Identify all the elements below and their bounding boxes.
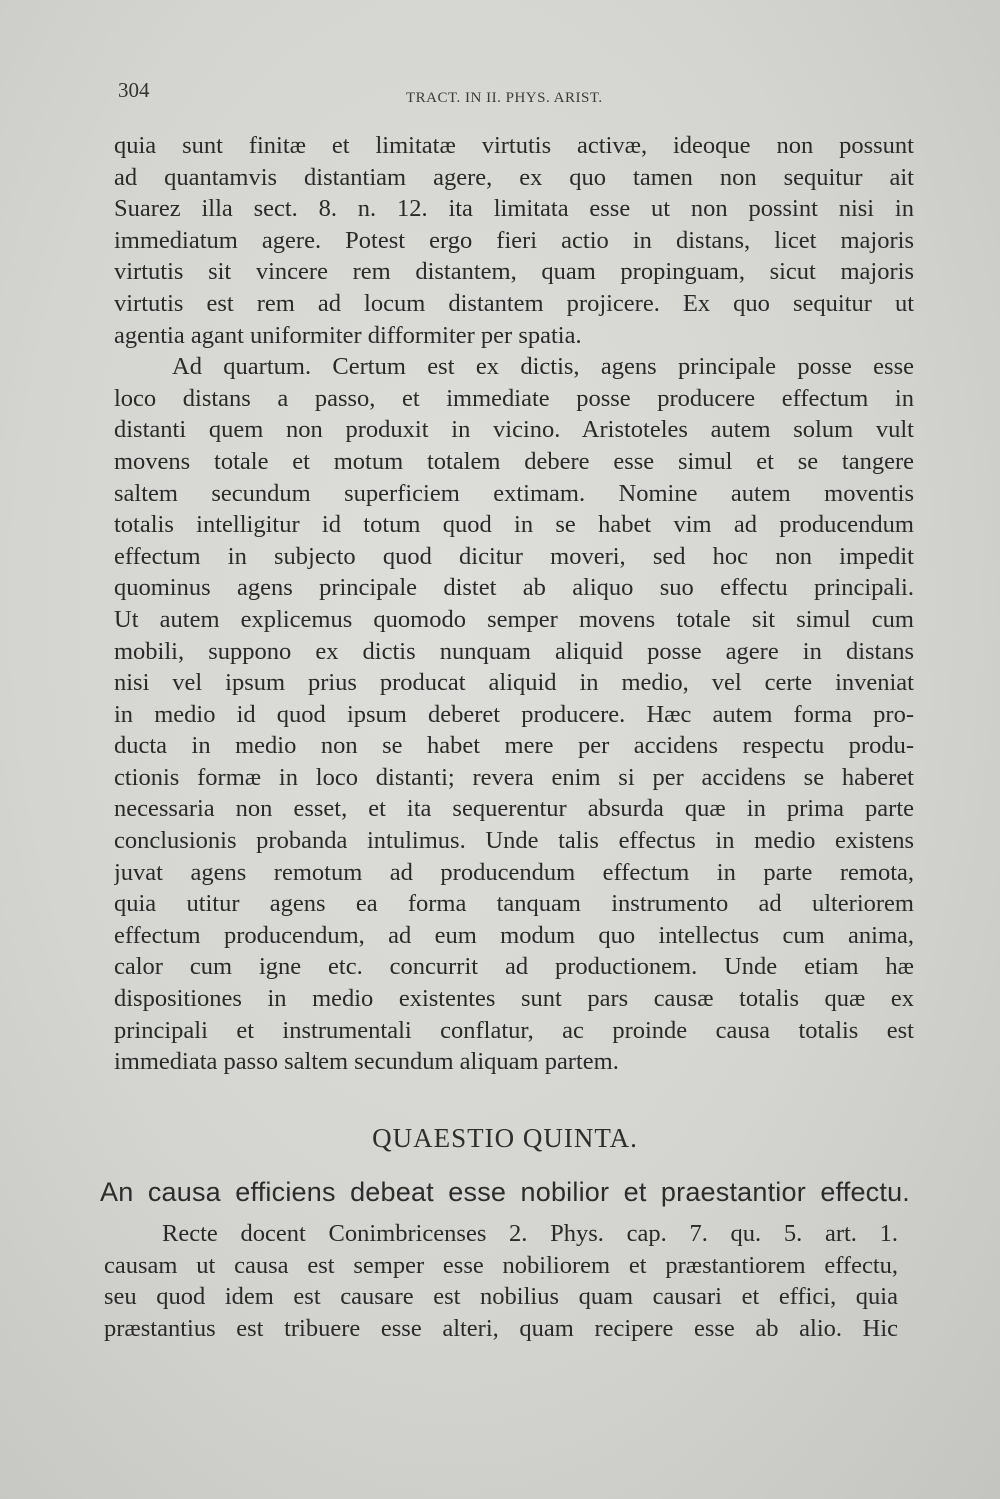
text-line: distanti quem non produxit in vicino. Aristoteles autem solum vult xyxy=(114,416,914,444)
text-line: necessaria non esset, et ita sequerentur absurda quæ in prima parte xyxy=(114,795,914,823)
text-line: ctionis formæ in loco distanti; revera enim si per accidens se haberet xyxy=(114,763,914,791)
text-line: movens totale et motum totalem debere esse simul et se tangere xyxy=(114,447,914,475)
text-line: Ut autem explicemus quomodo semper movens totale sit simul cum xyxy=(114,605,914,633)
question-title: QUAESTIO QUINTA. xyxy=(372,1123,638,1153)
text-line: loco distans a passo, et immediate posse producere effectum in xyxy=(114,384,914,412)
paragraph-ad-quartum xyxy=(114,351,914,1078)
text-line: totalis intelligitur id totum quod in se habet vim ad producendum xyxy=(114,511,914,539)
text-line: ducta in medio non se habet mere per accidens respectu produ- xyxy=(114,732,914,760)
text-line: juvat agens remotum ad producendum effectum in parte remota, xyxy=(114,858,914,886)
text-line: quia sunt finitæ et limitatæ virtutis activæ, ideoque non possunt xyxy=(114,132,914,159)
paragraph-recte-docent xyxy=(104,1218,898,1344)
section-heading xyxy=(100,1118,910,1212)
text-line: virtutis sit vincere rem distantem, quam propinguam, sicut majoris xyxy=(114,258,914,286)
text-line: immediatum agere. Potest ergo fieri actio in distans, licet majoris xyxy=(114,226,914,254)
text-line: Suarez illa sect. 8. n. 12. ita limitata esse ut non possint nisi in xyxy=(114,195,914,223)
text-line: immediata passo saltem secundum aliquam partem. xyxy=(114,1048,619,1076)
page-number: 304 xyxy=(118,78,150,102)
text-line: Recte docent Conimbricenses 2. Phys. cap. 7. qu. 5. art. 1. xyxy=(162,1220,898,1247)
text-line: seu quod idem est causare est nobilius quam causari et effici, quia xyxy=(104,1283,898,1311)
text-line: præstantius est tribuere esse alteri, quam recipere esse ab alio. Hic xyxy=(104,1314,898,1342)
text-line: quominus agens principale distet ab aliquo suo effectu principali. xyxy=(114,574,914,602)
question-subtitle: An causa efficiens debeat esse nobilior et praestantior effectu. xyxy=(100,1177,910,1207)
section-text xyxy=(104,1218,898,1344)
running-head xyxy=(118,78,910,108)
text-line: effectum producendum, ad eum modum quo intellectus cum anima, xyxy=(114,921,914,949)
text-line: calor cum igne etc. concurrit ad productionem. Unde etiam hæ xyxy=(114,953,914,981)
text-line: agentia agant uniformiter difformiter per spatia. xyxy=(114,321,582,349)
text-line: effectum in subjecto quod dicitur moveri, sed hoc non impedit xyxy=(114,542,914,570)
running-title: TRACT. IN II. PHYS. ARIST. xyxy=(406,90,603,106)
text-line: principali et instrumentali conflatur, ac proinde causa totalis est xyxy=(114,1016,914,1044)
text-line: causam ut causa est semper esse nobiliorem et præstantiorem effectu, xyxy=(104,1251,898,1279)
text-line: saltem secundum superficiem extimam. Nomine autem moventis xyxy=(114,479,914,507)
text-line: virtutis est rem ad locum distantem projicere. Ex quo sequitur ut xyxy=(114,289,914,317)
text-line: ad quantamvis distantiam agere, ex quo tamen non sequitur ait xyxy=(114,163,914,191)
text-line: conclusionis probanda intulimus. Unde talis effectus in medio existens xyxy=(114,827,914,855)
text-line: Ad quartum. Certum est ex dictis, agens principale posse esse xyxy=(172,353,914,381)
text-line: mobili, suppono ex dictis nunquam aliquid posse agere in distans xyxy=(114,637,914,665)
text-line: quia utitur agens ea forma tanquam instrumento ad ulteriorem xyxy=(114,890,914,918)
paragraph-continuation xyxy=(114,130,914,351)
text-line: dispositiones in medio existentes sunt pars causæ totalis quæ ex xyxy=(114,985,914,1013)
main-text xyxy=(114,130,914,1078)
text-line: in medio id quod ipsum deberet producere. Hæc autem forma pro- xyxy=(114,700,914,728)
text-line: nisi vel ipsum prius producat aliquid in medio, vel certe inveniat xyxy=(114,669,914,697)
